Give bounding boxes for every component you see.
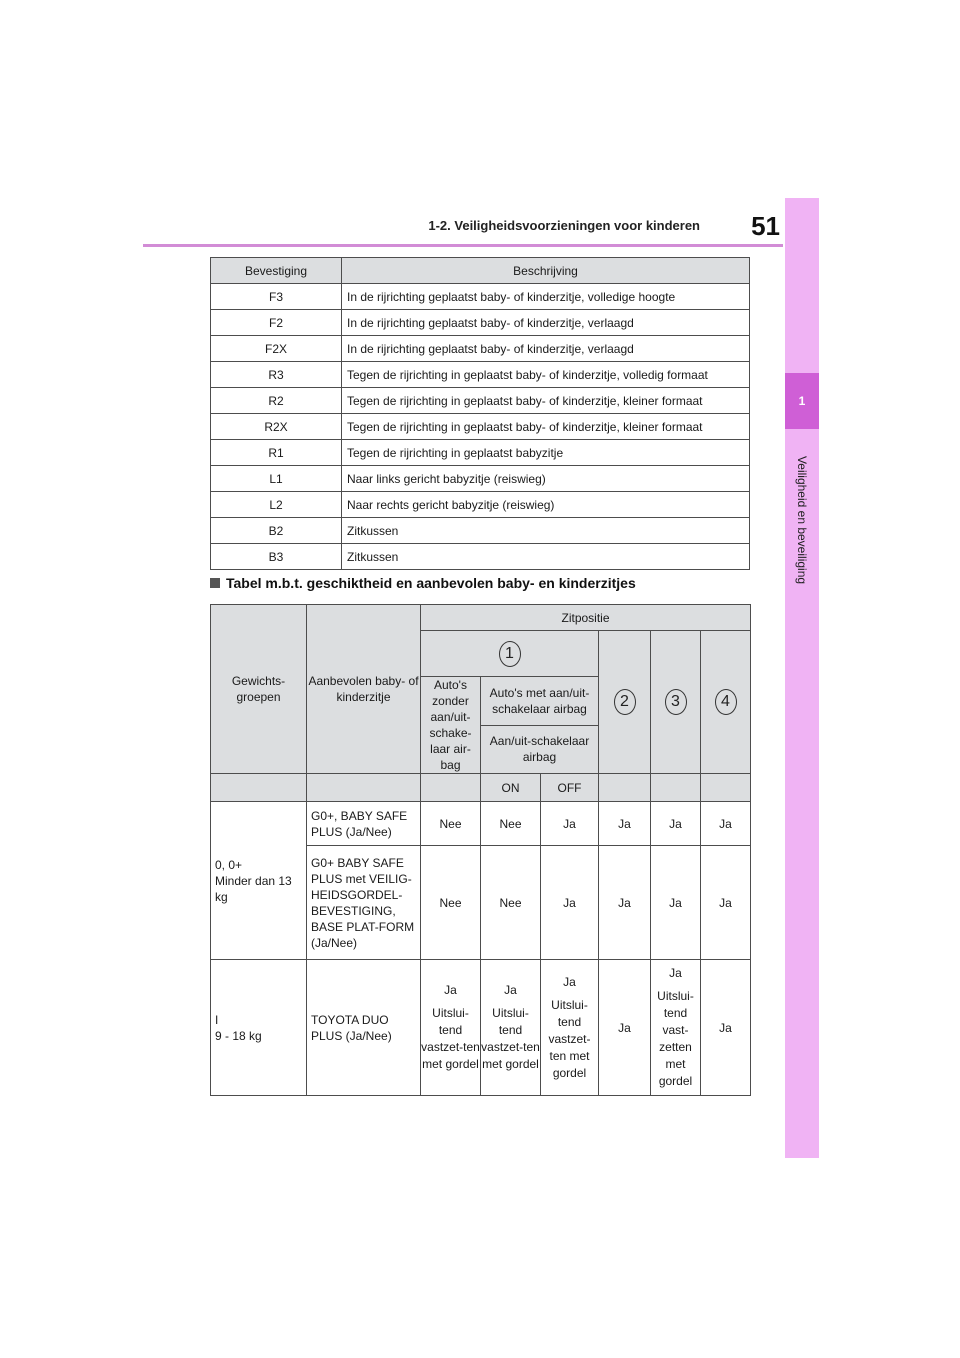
header-spacer [421, 774, 481, 802]
fixation-description: In de rijrichting geplaatst baby- of kinderzitje, verlaagd [342, 336, 750, 362]
weight-group: 0, 0+ Minder dan 13 kg [211, 802, 307, 960]
position-1-marker: 1 [499, 641, 521, 667]
chapter-number-tab: 1 [785, 373, 819, 429]
fixation-code: B3 [211, 544, 342, 570]
chapter-title: Veiligheid en beveiliging [795, 455, 809, 585]
fixation-code: F2X [211, 336, 342, 362]
seat-position-1 [421, 631, 599, 677]
column-header-cars-with-switch: Auto's met aan/uit-schakelaar airbag [481, 677, 599, 726]
table-header-row [211, 774, 751, 802]
column-header-on: ON [481, 774, 541, 802]
suitability-answer: Ja [669, 966, 682, 980]
fixation-code: R1 [211, 440, 342, 466]
column-header-cars-without-switch: Auto's zonder aan/uit-schake-laar air-bag [421, 677, 481, 774]
suitability-value: Nee [481, 846, 541, 960]
fixation-code: L2 [211, 492, 342, 518]
suitability-value [651, 960, 701, 1096]
column-header-off: OFF [541, 774, 599, 802]
column-header-switch: Aan/uit-schakelaar airbag [481, 725, 599, 774]
fixation-description: Tegen de rijrichting in geplaatst baby- of kinderzitje, volledig formaat [342, 362, 750, 388]
recommended-seat: G0+ BABY SAFE PLUS met VEILIG-HEIDSGORDEL-BEVESTIGING, BASE PLAT-FORM (Ja/Nee) [307, 846, 421, 960]
fixation-code: B2 [211, 518, 342, 544]
fixation-code: R2 [211, 388, 342, 414]
seat-position-2 [599, 631, 651, 774]
table-row [211, 544, 750, 570]
header-spacer [651, 774, 701, 802]
header-spacer [211, 774, 307, 802]
suitability-table [210, 604, 751, 1096]
fixation-table [210, 257, 750, 570]
suitability-value: Nee [421, 846, 481, 960]
table-row [211, 466, 750, 492]
section-heading-text: Tabel m.b.t. geschiktheid en aanbevolen baby- en kinderzitjes [226, 575, 636, 591]
header-rule [143, 244, 783, 247]
header-spacer [599, 774, 651, 802]
fixation-description: Zitkussen [342, 544, 750, 570]
fixation-code: R2X [211, 414, 342, 440]
suitability-value: Ja [701, 802, 751, 846]
suitability-answer: Ja [444, 983, 457, 997]
table-row [211, 492, 750, 518]
position-2-marker: 2 [614, 689, 636, 715]
suitability-value: Nee [481, 802, 541, 846]
suitability-value: Ja [651, 802, 701, 846]
fixation-description: Tegen de rijrichting in geplaatst baby- of kinderzitje, kleiner formaat [342, 414, 750, 440]
table-row [211, 440, 750, 466]
table-row [211, 802, 751, 846]
table-row [211, 388, 750, 414]
suitability-value: Ja [701, 960, 751, 1096]
column-header-seat-position: Zitpositie [421, 605, 751, 631]
suitability-value: Ja [599, 846, 651, 960]
fixation-code: F2 [211, 310, 342, 336]
suitability-value: Ja [541, 802, 599, 846]
seat-position-4 [701, 631, 751, 774]
suitability-value: Ja [701, 846, 751, 960]
suitability-value [421, 960, 481, 1096]
column-header-fixation: Bevestiging [211, 258, 342, 284]
header-spacer [307, 774, 421, 802]
table-row [211, 518, 750, 544]
section-heading [210, 575, 636, 591]
position-3-marker: 3 [665, 689, 687, 715]
suitability-value: Ja [541, 846, 599, 960]
column-header-weight-groups: Gewichts-groepen [211, 605, 307, 774]
column-header-recommended-seats: Aanbevolen baby- of kinderzitje [307, 605, 421, 774]
suitability-note: Uitslui-tend vastzet-ten met gordel [421, 1006, 480, 1071]
fixation-description: Naar links gericht babyzitje (reiswieg) [342, 466, 750, 492]
fixation-description: Tegen de rijrichting in geplaatst baby- of kinderzitje, kleiner formaat [342, 388, 750, 414]
chapter-side-tab [785, 198, 819, 1158]
header-spacer [701, 774, 751, 802]
fixation-code: L1 [211, 466, 342, 492]
fixation-description: In de rijrichting geplaatst baby- of kinderzitje, volledige hoogte [342, 284, 750, 310]
suitability-value: Ja [599, 802, 651, 846]
table-row [211, 960, 751, 1096]
weight-group: I 9 - 18 kg [211, 960, 307, 1096]
table-row [211, 362, 750, 388]
table-row [211, 284, 750, 310]
suitability-note: Uitslui-tend vastzet-ten met gordel [548, 997, 591, 1080]
table-row [211, 414, 750, 440]
suitability-answer: Ja [504, 983, 517, 997]
fixation-description: Naar rechts gericht babyzitje (reiswieg) [342, 492, 750, 518]
table-row [211, 310, 750, 336]
suitability-note: Uitslui-tend vastzet-ten met gordel [481, 1006, 540, 1071]
table-header-row [211, 605, 751, 631]
seat-position-3 [651, 631, 701, 774]
fixation-code: R3 [211, 362, 342, 388]
fixation-description: Zitkussen [342, 518, 750, 544]
recommended-seat: TOYOTA DUO PLUS (Ja/Nee) [307, 960, 421, 1096]
recommended-seat: G0+, BABY SAFE PLUS (Ja/Nee) [307, 802, 421, 846]
position-4-marker: 4 [715, 689, 737, 715]
suitability-value: Ja [651, 846, 701, 960]
suitability-value: Ja [599, 960, 651, 1096]
suitability-value: Nee [421, 802, 481, 846]
square-bullet-icon [210, 578, 220, 588]
suitability-value [481, 960, 541, 1096]
table-header-row [211, 258, 750, 284]
fixation-code: F3 [211, 284, 342, 310]
table-row [211, 336, 750, 362]
suitability-note: Uitslui-tend vast-zetten met gordel [657, 989, 694, 1088]
section-title: 1-2. Veiligheidsvoorzieningen voor kinderen [428, 218, 700, 233]
suitability-value [541, 960, 599, 1096]
fixation-description: In de rijrichting geplaatst baby- of kinderzitje, verlaagd [342, 310, 750, 336]
page-number: 51 [751, 211, 780, 241]
suitability-answer: Ja [563, 974, 576, 989]
column-header-description: Beschrijving [342, 258, 750, 284]
fixation-description: Tegen de rijrichting in geplaatst babyzitje [342, 440, 750, 466]
